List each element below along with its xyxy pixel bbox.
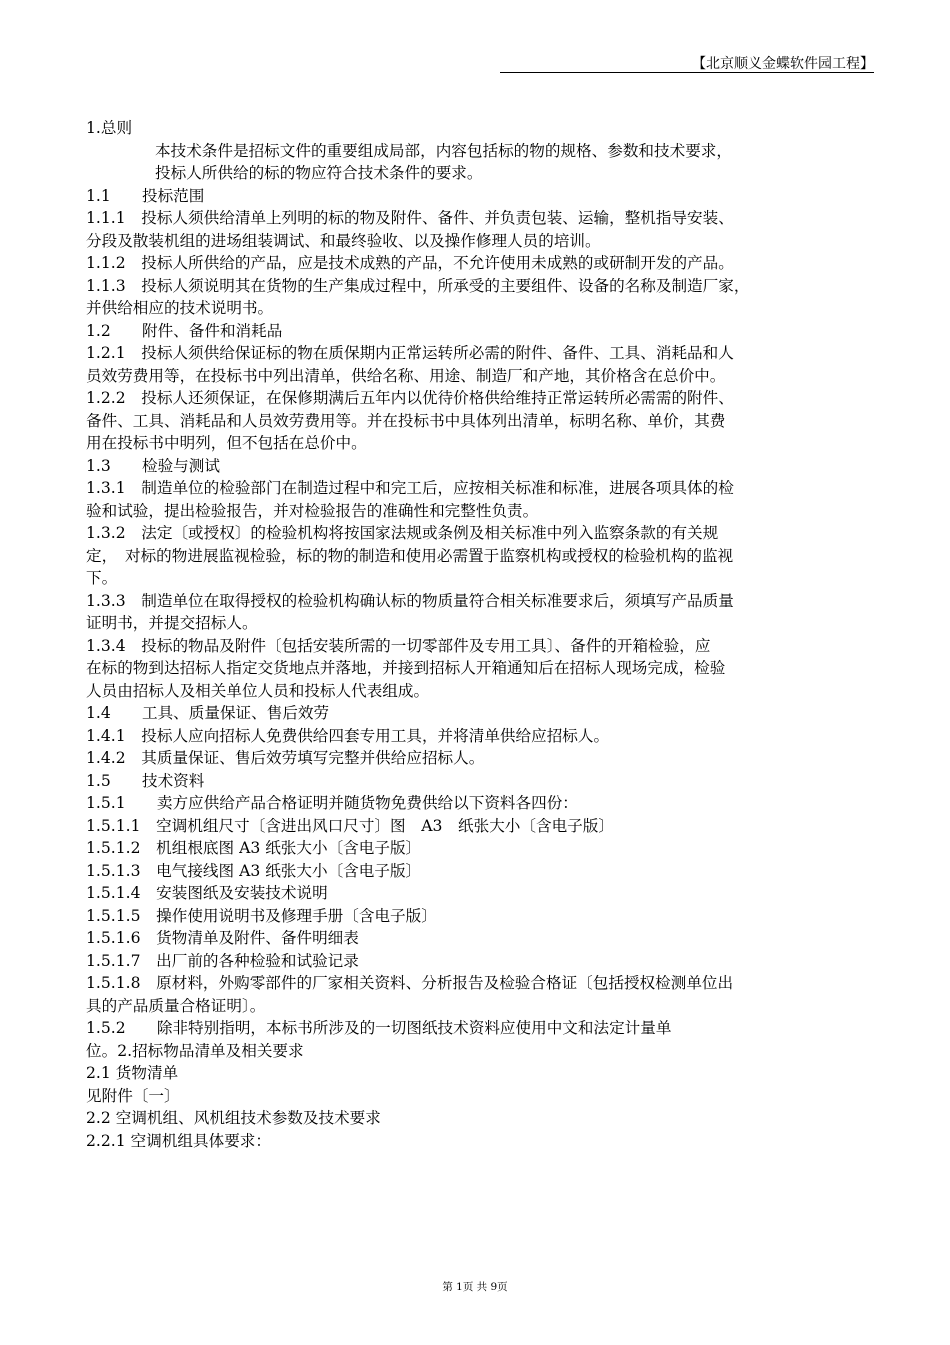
list-item: 1.5.1.8 原材料，外购零部件的厂家相关资料、分析报告及检验合格证〔包括授权检测单位出 [86,974,734,992]
paragraph-line: 1.5.1 卖方应供给产品合格证明并随货物免费供给以下资料各四份： [86,794,578,812]
paragraph-line: 备件、工具、消耗品和人员效劳费用等。并在投标书中具体列出清单，标明名称、单价，其费 [86,411,726,430]
paragraph-line: 下。 [86,569,118,587]
header-title: 【北京顺义金蝶软件园工程】 [692,56,874,72]
paragraph-line: 1.3.3 制造单位在取得授权的检验机构确认标的物质量符合相关标准要求后，须填写产品质量 [86,591,734,610]
paragraph-line: 定， 对标的物进展监视检验，标的物的制造和使用必需置于监察机构或授权的检验机构的监视 [86,546,734,565]
paragraph-line: 证明书，并提交招标人。 [86,614,258,632]
paragraph-line: 1.3.4 投标的物品及附件〔包括安装所需的一切零部件及专用工具〕、备件的开箱检验，应 [86,636,711,655]
paragraph-line: 1.2.1 投标人须供给保证标的物在质保期内正常运转所必需的附件、备件、工具、消耗品和人 [86,344,734,362]
subsection-heading: 2.2.1 空调机组具体要求： [86,1131,271,1150]
paragraph-line: 用在投标书中明列，但不包括在总价中。 [86,434,367,452]
paragraph-line: 1.4.2 其质量保证、售后效劳填写完整并供给应招标人。 [86,749,485,767]
subsection-heading: 1.3 检验与测试 [86,456,220,475]
paragraph-line: 员效劳费用等，在投标书中列出清单，供给名称、用途、制造厂和产地，其价格含在总价中。 [86,366,726,385]
document-body [86,117,886,1152]
paragraph-line: 投标人所供给的标的物应符合技术条件的要求。 [155,164,483,182]
paragraph-line: 1.1.3 投标人须说明其在货物的生产集成过程中，所承受的主要组件、设备的名称及制造厂家， [86,276,750,295]
paragraph-line: 验和试验，提出检验报告，并对检验报告的准确性和完整性负责。 [86,501,539,520]
list-item: 1.5.1.1 空调机组尺寸〔含进出风口尺寸〕图 A3 纸张大小〔含电子版〕 [86,816,614,835]
subsection-heading: 1.2 附件、备件和消耗品 [86,321,283,340]
list-item: 1.5.1.5 操作使用说明书及修理手册〔含电子版〕 [86,906,437,925]
paragraph-line: 1.4.1 投标人应向招标人免费供给四套专用工具，并将清单供给应招标人。 [86,726,610,745]
list-item: 1.5.1.4 安装图纸及安装技术说明 [86,884,328,902]
paragraph-line: 1.1.1 投标人须供给清单上列明的标的物及附件、备件、并负责包装、运输，整机指导安装、 [86,209,734,227]
paragraph-line: 在标的物到达招标人指定交货地点并落地，并接到招标人开箱通知后在招标人现场完成，检验 [86,659,726,677]
paragraph-line: 分段及散装机组的进场组装调试、和最终验收、以及操作修理人员的培训。 [86,231,601,250]
paragraph-line: 并供给相应的技术说明书。 [86,299,274,317]
paragraph-line: 1.3.1 制造单位的检验部门在制造过程中和完工后，应按相关标准和标准，进展各项具体的检 [86,479,734,497]
subsection-heading: 1.5 技术资料 [86,771,205,790]
section-heading: 1.总则 [86,119,133,137]
paragraph-line: 见附件〔一〕 [86,1086,180,1105]
paragraph-line: 1.1.2 投标人所供给的产品，应是技术成熟的产品，不允许使用未成熟的或研制开发的产品。 [86,254,734,272]
paragraph-line: 位。2.招标物品清单及相关要求 [86,1041,304,1060]
list-item: 具的产品质量合格证明〕。 [86,996,266,1015]
subsection-heading: 2.2 空调机组、风机组技术参数及技术要求 [86,1109,381,1127]
list-item: 1.5.1.2 机组根底图 A3 纸张大小〔含电子版〕 [86,839,422,857]
list-item: 1.5.1.3 电气接线图 A3 纸张大小〔含电子版〕 [86,861,422,880]
header-rule [500,72,874,73]
paragraph-line: 本技术条件是招标文件的重要组成局部，内容包括标的物的规格、参数和技术要求， [155,141,732,160]
subsection-heading: 1.4 工具、质量保证、售后效劳 [86,704,330,722]
list-item: 1.5.1.7 出厂前的各种检验和试验记录 [86,951,359,970]
paragraph-line: 1.3.2 法定〔或授权〕的检验机构将按国家法规或条例及相关标准中列入监察条款的有关规 [86,524,719,542]
list-item: 1.5.1.6 货物清单及附件、备件明细表 [86,929,359,947]
paragraph-line: 1.5.2 除非特别指明，本标书所涉及的一切图纸技术资料应使用中文和法定计量单 [86,1019,672,1037]
paragraph-line: 人员由招标人及相关单位人员和投标人代表组成。 [86,681,430,700]
subsection-heading: 1.1 投标范围 [86,186,205,205]
page-footer: 第 1页 共 9页 [442,1281,508,1293]
subsection-heading: 2.1 货物清单 [86,1064,179,1082]
paragraph-line: 1.2.2 投标人还须保证，在保修期满后五年内以优待价格供给维持正常运转所必需需的附件、 [86,389,734,407]
